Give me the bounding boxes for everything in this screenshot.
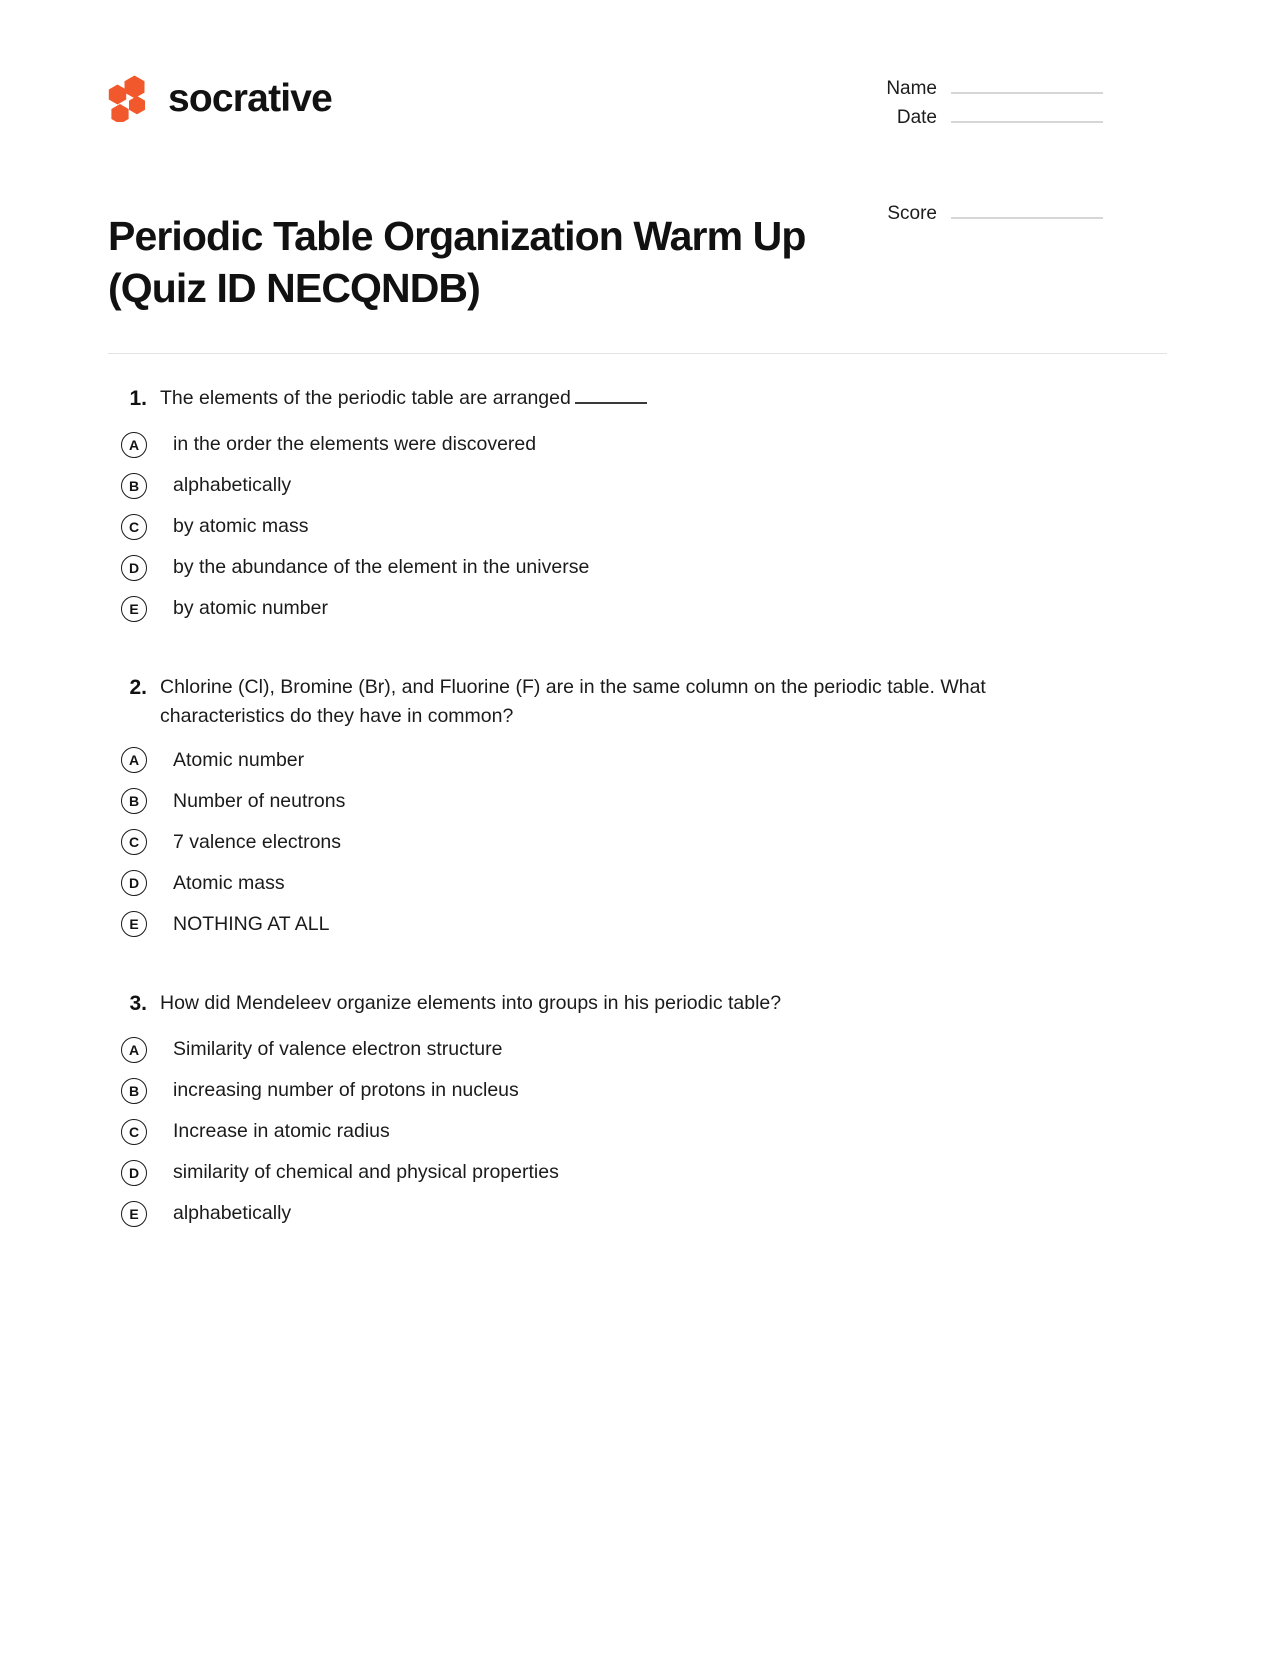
option-label: Increase in atomic radius: [173, 1120, 390, 1143]
answer-option[interactable]: [108, 1070, 1167, 1111]
question-text: [160, 989, 781, 1017]
option-bubble-c[interactable]: C: [121, 829, 147, 855]
option-label: NOTHING AT ALL: [173, 912, 330, 935]
answer-option[interactable]: [108, 1029, 1167, 1070]
option-bubble-b[interactable]: B: [121, 1078, 147, 1104]
option-label: increasing number of protons in nucleus: [173, 1079, 519, 1102]
answer-option[interactable]: [108, 1193, 1167, 1234]
option-bubble-cell: [108, 514, 160, 540]
option-label: by atomic number: [173, 597, 328, 620]
option-bubble-cell: [108, 911, 160, 937]
question-prompt: How did Mendeleev organize elements into groups in his periodic table?: [160, 991, 782, 1014]
option-bubble-c[interactable]: C: [121, 1119, 147, 1145]
option-bubble-cell: [108, 1160, 160, 1186]
option-bubble-cell: [108, 473, 160, 499]
answer-option[interactable]: [108, 506, 1167, 547]
question-text: [160, 384, 647, 412]
question-prompt: Chlorine (Cl), Bromine (Br), and Fluorine (F) are in the same column on the periodic table. What characteristics do they have in common?: [160, 676, 986, 727]
meta-spacer: [871, 132, 1103, 199]
answer-option[interactable]: [108, 863, 1167, 904]
question-header: [108, 673, 1167, 730]
question-header: [108, 384, 1167, 414]
option-bubble-d[interactable]: D: [121, 555, 147, 581]
answer-option-list: [108, 424, 1167, 629]
option-label: by the abundance of the element in the universe: [173, 556, 590, 579]
option-label: Atomic number: [173, 748, 305, 771]
brand-wordmark: socrative: [168, 76, 333, 120]
page-header: [0, 0, 1275, 228]
question-block: [108, 384, 1167, 629]
option-label: in the order the elements were discovered: [173, 433, 537, 456]
answer-option[interactable]: [108, 547, 1167, 588]
option-bubble-cell: [108, 788, 160, 814]
date-input-line[interactable]: [951, 103, 1103, 123]
question-block: [108, 989, 1167, 1234]
option-bubble-c[interactable]: C: [121, 514, 147, 540]
option-bubble-b[interactable]: B: [121, 788, 147, 814]
option-bubble-e[interactable]: E: [121, 596, 147, 622]
option-bubble-d[interactable]: D: [121, 870, 147, 896]
option-label: alphabetically: [173, 1202, 292, 1225]
answer-option[interactable]: [108, 588, 1167, 629]
option-bubble-cell: [108, 1037, 160, 1063]
answer-option[interactable]: [108, 1111, 1167, 1152]
option-label: Number of neutrons: [173, 789, 346, 812]
socrative-logo: [108, 74, 332, 122]
question-number: 3.: [129, 991, 147, 1015]
option-bubble-cell: [108, 555, 160, 581]
student-info-block: [871, 74, 1103, 228]
score-input-line[interactable]: [951, 199, 1103, 219]
answer-option[interactable]: [108, 740, 1167, 781]
option-bubble-cell: [108, 1119, 160, 1145]
answer-option[interactable]: [108, 1152, 1167, 1193]
option-bubble-cell: [108, 1201, 160, 1227]
option-bubble-d[interactable]: D: [121, 1160, 147, 1186]
question-number: 1.: [129, 386, 147, 410]
fill-in-blank[interactable]: [575, 391, 647, 404]
name-row: [871, 74, 1103, 103]
question-list: [0, 354, 1275, 1234]
option-bubble-e[interactable]: E: [121, 911, 147, 937]
answer-option-list: [108, 740, 1167, 945]
answer-option[interactable]: [108, 904, 1167, 945]
hexagon-cluster-icon: [108, 74, 152, 122]
option-bubble-cell: [108, 1078, 160, 1104]
option-bubble-cell: [108, 747, 160, 773]
option-bubble-cell: [108, 829, 160, 855]
score-row: [871, 199, 1103, 228]
answer-option[interactable]: [108, 822, 1167, 863]
answer-option[interactable]: [108, 424, 1167, 465]
name-input-line[interactable]: [951, 74, 1103, 94]
option-bubble-e[interactable]: E: [121, 1201, 147, 1227]
option-label: similarity of chemical and physical properties: [173, 1161, 559, 1184]
option-label: 7 valence electrons: [173, 830, 342, 853]
answer-option[interactable]: [108, 465, 1167, 506]
question-number: 2.: [129, 676, 147, 700]
question-block: [108, 673, 1167, 945]
score-label: Score: [887, 203, 937, 224]
option-label: Atomic mass: [173, 871, 285, 894]
option-bubble-cell: [108, 596, 160, 622]
option-bubble-cell: [108, 432, 160, 458]
option-bubble-a[interactable]: A: [121, 432, 147, 458]
date-row: [871, 103, 1103, 132]
question-header: [108, 989, 1167, 1019]
date-label: Date: [896, 107, 937, 128]
question-text: [160, 673, 1050, 730]
option-bubble-a[interactable]: A: [121, 747, 147, 773]
option-label: Similarity of valence electron structure: [173, 1038, 503, 1061]
option-label: alphabetically: [173, 474, 292, 497]
option-bubble-a[interactable]: A: [121, 1037, 147, 1063]
answer-option[interactable]: [108, 781, 1167, 822]
page-title: Periodic Table Organization Warm Up (Quiz ID NECQNDB): [108, 213, 806, 312]
name-label: Name: [886, 78, 937, 99]
option-bubble-cell: [108, 870, 160, 896]
question-prompt: The elements of the periodic table are arranged: [160, 386, 571, 409]
option-label: by atomic mass: [173, 515, 309, 538]
answer-option-list: [108, 1029, 1167, 1234]
option-bubble-b[interactable]: B: [121, 473, 147, 499]
